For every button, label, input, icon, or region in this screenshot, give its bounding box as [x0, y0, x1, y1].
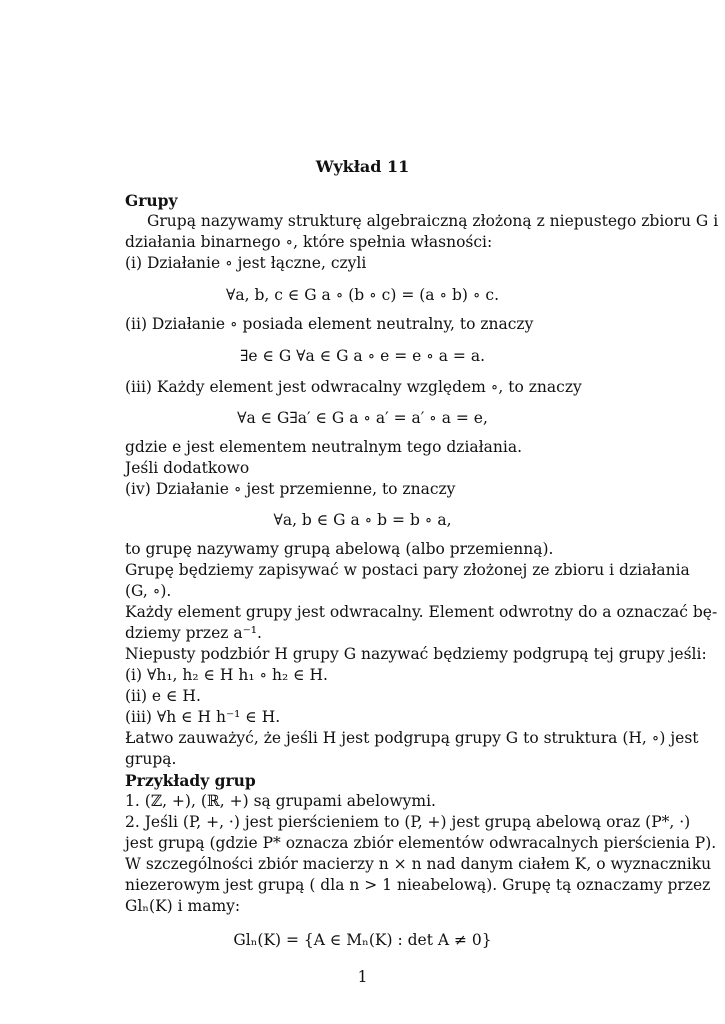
section-heading-groups: Grupy	[125, 191, 178, 210]
subgroup-condition-i: (i) ∀h₁, h₂ ∈ H h₁ ∘ h₂ ∈ H.	[125, 666, 328, 684]
neutral-note: gdzie e jest elementem neutralnym tego działania.	[125, 438, 523, 456]
property-ii: (ii) Działanie ∘ posiada element neutralny, to znaczy	[125, 315, 534, 333]
formula-associativity: ∀a, b, c ∈ G a ∘ (b ∘ c) = (a ∘ b) ∘ c.	[226, 286, 499, 304]
intro-line-1: Grupą nazywamy strukturę algebraiczną złożoną z niepustego zbioru G i	[147, 212, 719, 230]
formula-neutral-element: ∃e ∈ G ∀a ∈ G a ∘ e = e ∘ a = a.	[239, 347, 486, 365]
property-iii: (iii) Każdy element jest odwracalny względem ∘, to znaczy	[125, 378, 582, 396]
example-2-line-2: jest grupą (gdzie P* oznacza zbiór elementów odwracalnych pierścienia P).	[125, 834, 717, 852]
notation-line-2: (G, ∘).	[125, 582, 172, 600]
subgroup-condition-iii: (iii) ∀h ∈ H h⁻¹ ∈ H.	[125, 708, 281, 726]
example-2-line-3: W szczególności zbiór macierzy n × n nad danym ciałem K, o wyznaczniku	[125, 855, 712, 873]
formula-commutativity: ∀a, b ∈ G a ∘ b = b ∘ a,	[273, 511, 452, 529]
section-heading-examples: Przykłady grup	[125, 771, 256, 790]
property-iv: (iv) Działanie ∘ jest przemienne, to znaczy	[125, 480, 456, 498]
intro-line-2: działania binarnego ∘, które spełnia własności:	[125, 233, 493, 251]
example-2-line-4: niezerowym jest grupą ( dla n > 1 nieabelową). Grupę tą oznaczamy przez	[125, 876, 711, 894]
subgroup-remark-line-2: grupą.	[125, 750, 177, 768]
page-number: 1	[357, 968, 368, 986]
example-1: 1. (ℤ, +), (ℝ, +) są grupami abelowymi.	[125, 792, 436, 810]
lecture-title: Wykład 11	[315, 157, 410, 176]
additionally-line: Jeśli dodatkowo	[125, 459, 250, 477]
formula-general-linear-group: Glₙ(K) = {A ∈ Mₙ(K) : det A ≠ 0}	[233, 931, 492, 949]
inverse-line-2: dziemy przez a⁻¹.	[125, 624, 262, 642]
subgroup-remark-line-1: Łatwo zauważyć, że jeśli H jest podgrupą grupy G to struktura (H, ∘) jest	[125, 729, 699, 747]
property-i: (i) Działanie ∘ jest łączne, czyli	[125, 254, 367, 272]
notation-line-1: Grupę będziemy zapisywać w postaci pary złożonej ze zbioru i działania	[125, 561, 690, 579]
subgroup-definition: Niepusty podzbiór H grupy G nazywać będziemy podgrupą tej grupy jeśli:	[125, 645, 707, 663]
formula-inverse: ∀a ∈ G∃a′ ∈ G a ∘ a′ = a′ ∘ a = e,	[237, 409, 488, 427]
abelian-definition: to grupę nazywamy grupą abelową (albo przemienną).	[125, 540, 554, 558]
subgroup-condition-ii: (ii) e ∈ H.	[125, 687, 201, 705]
inverse-line-1: Każdy element grupy jest odwracalny. Element odwrotny do a oznaczać bę-	[125, 603, 718, 621]
example-2-line-1: 2. Jeśli (P, +, ·) jest pierścieniem to (P, +) jest grupą abelową oraz (P*, ·)	[125, 813, 691, 831]
example-2-line-5: Glₙ(K) i mamy:	[125, 897, 241, 915]
